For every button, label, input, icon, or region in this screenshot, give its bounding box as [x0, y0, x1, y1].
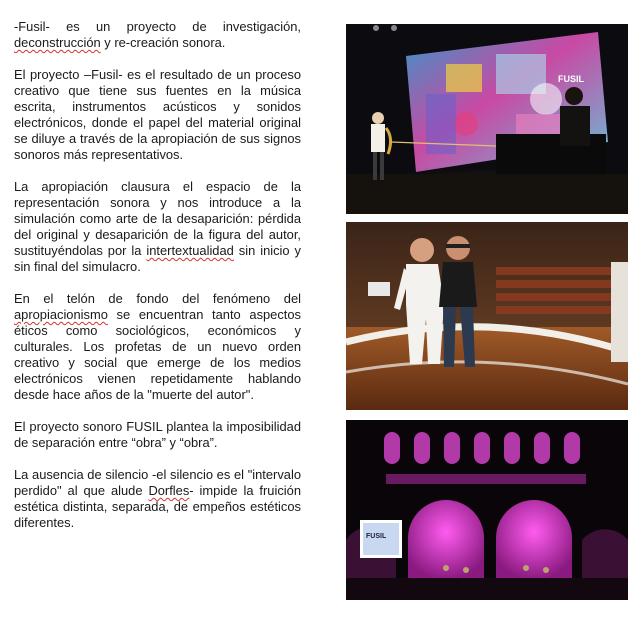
text-run: -Fusil- es un proyecto de investigación, [14, 19, 301, 34]
text-run: La ausencia de silencio -el silencio es el "intervalo perdido" al que alude [14, 467, 301, 498]
body-paragraph [14, 179, 301, 275]
body-paragraph [14, 19, 301, 51]
concert-stage-photo [346, 24, 628, 214]
text-run: El proyecto sonoro FUSIL plantea la imposibilidad de separación entre “obra” y “obra”. [14, 419, 301, 450]
body-text-column [14, 19, 301, 547]
concert-stage-image [346, 24, 628, 214]
body-paragraph [14, 467, 301, 531]
text-run: sin inicio y sin final del simulacro. [14, 243, 301, 274]
theatre-portrait-image [346, 222, 628, 410]
text-run: El proyecto –Fusil- es el resultado de un proceso creativo que tiene sus fuentes en la música escrita, instrumentos acústicos y sonidos electrónicos, donde el papel del material original se diluye a través de la apropiación de sus signos sonoros más representativos. [14, 67, 301, 162]
body-paragraph [14, 67, 301, 163]
spellcheck-flagged-word: apropiacionismo [14, 307, 108, 322]
spellcheck-flagged-word: Dorfles [148, 483, 190, 498]
arcade-venue-image [346, 420, 628, 600]
body-paragraph [14, 419, 301, 451]
text-run: y re-creación sonora. [100, 35, 226, 50]
text-run: - impide la fruición estética distinta, separada, de empeños estéticos diferentes. [14, 483, 301, 530]
screen-text: FUSIL [366, 533, 387, 540]
text-run: En el telón de fondo del fenómeno del [14, 291, 301, 306]
theatre-portrait-photo [346, 222, 628, 410]
body-paragraph [14, 291, 301, 403]
spellcheck-flagged-word: deconstrucción [14, 35, 101, 50]
text-run: La apropiación clausura el espacio de la representación sonora y nos introduce a la simulación como arte de la desaparición: pérdida del original y desaparición de la figura del autor, sustituyéndolas por la [14, 179, 301, 258]
screen-logo-text: FUSIL [558, 74, 584, 84]
arcade-venue-photo [346, 420, 628, 600]
text-run: se encuentran tanto aspectos éticos como sociológicos, económicos y culturales. Los profetas de un nuevo orden creativo y social que emerge de los medios electrónicos vienen repetidamente hablando desde hace años de la "muerte del autor". [14, 307, 301, 402]
spellcheck-flagged-word: intertextualidad [146, 243, 234, 258]
